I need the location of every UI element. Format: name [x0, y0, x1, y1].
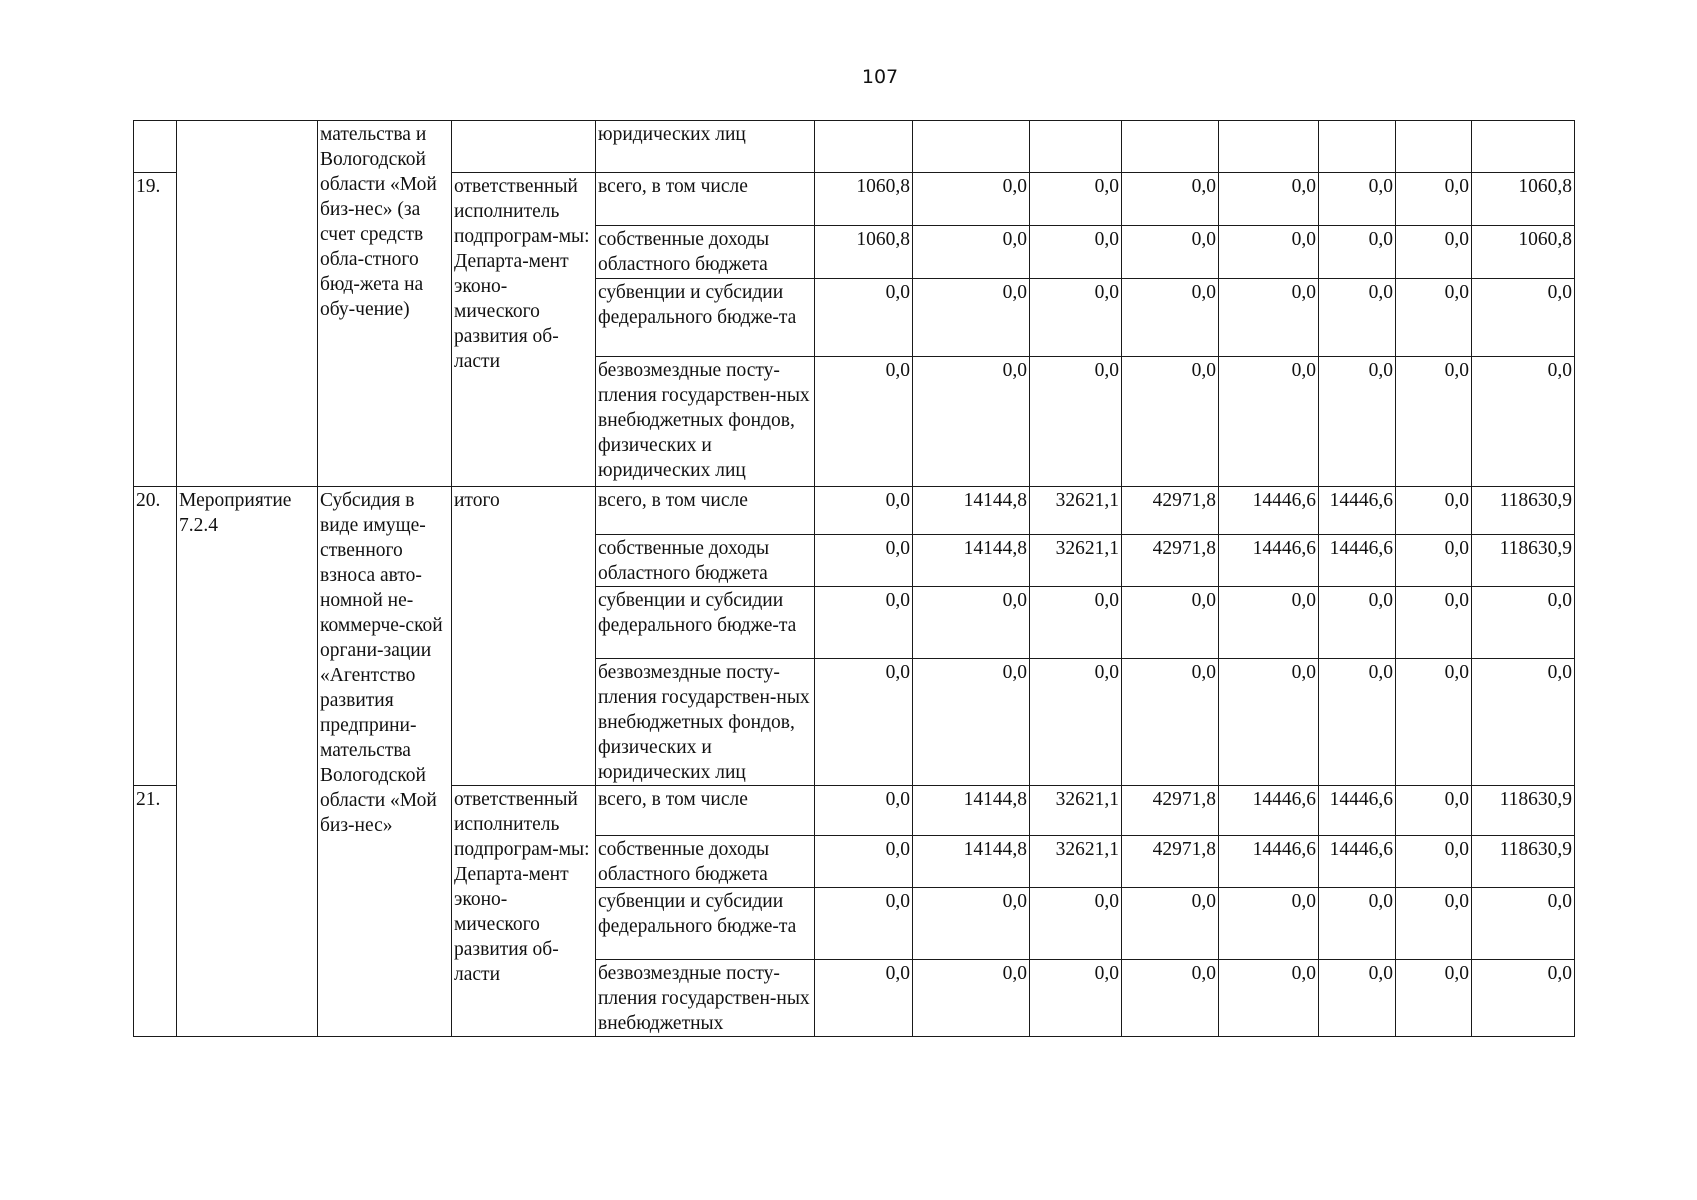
value-cell: 32621,1: [1030, 836, 1122, 888]
value-cell: 0,0: [1396, 279, 1472, 357]
value-cell: 1060,8: [1472, 226, 1575, 279]
number-cell: 20.: [134, 487, 177, 786]
source-cell: собственные доходы областного бюджета: [596, 226, 815, 279]
value-cell: 0,0: [913, 659, 1030, 786]
source-cell: субвенции и субсидии федерального бюдже-та: [596, 587, 815, 659]
value-cell: 0,0: [1472, 960, 1575, 1037]
value-cell: 14446,6: [1319, 487, 1396, 535]
value-cell: 0,0: [1122, 587, 1219, 659]
value-cell: 0,0: [815, 487, 913, 535]
value-cell: 118630,9: [1472, 786, 1575, 836]
value-cell: 0,0: [913, 279, 1030, 357]
source-cell: безвозмездные посту-пления государствен-ных внебюджетных фондов, физических и юридических лиц: [596, 357, 815, 487]
value-cell: 0,0: [1030, 659, 1122, 786]
value-cell: [1219, 121, 1319, 173]
source-cell: безвозмездные посту-пления государствен-ных внебюджетных фондов, физических и юридических лиц: [596, 659, 815, 786]
value-cell: 0,0: [1219, 960, 1319, 1037]
source-cell: собственные доходы областного бюджета: [596, 836, 815, 888]
value-cell: 14446,6: [1319, 836, 1396, 888]
value-cell: 0,0: [1396, 659, 1472, 786]
value-cell: 0,0: [1030, 587, 1122, 659]
value-cell: 0,0: [1122, 357, 1219, 487]
value-cell: 14144,8: [913, 786, 1030, 836]
value-cell: 0,0: [1122, 279, 1219, 357]
source-cell: собственные доходы областного бюджета: [596, 535, 815, 587]
value-cell: 0,0: [1219, 659, 1319, 786]
source-cell: всего, в том числе: [596, 487, 815, 535]
table-body: [134, 121, 1575, 1037]
value-cell: 0,0: [815, 836, 913, 888]
value-cell: [913, 121, 1030, 173]
value-cell: 42971,8: [1122, 836, 1219, 888]
value-cell: 32621,1: [1030, 487, 1122, 535]
value-cell: 0,0: [815, 279, 913, 357]
value-cell: 42971,8: [1122, 786, 1219, 836]
value-cell: 0,0: [1319, 659, 1396, 786]
value-cell: 0,0: [1219, 226, 1319, 279]
value-cell: 0,0: [913, 173, 1030, 226]
value-cell: 1060,8: [815, 173, 913, 226]
value-cell: 0,0: [1319, 960, 1396, 1037]
value-cell: 0,0: [1396, 535, 1472, 587]
value-cell: 0,0: [1472, 888, 1575, 960]
value-cell: 0,0: [1219, 888, 1319, 960]
value-cell: 0,0: [815, 357, 913, 487]
value-cell: 0,0: [1319, 279, 1396, 357]
value-cell: 0,0: [815, 535, 913, 587]
description-cell: мательства и Вологодской области «Мой биз-нес» (за счет средств обла-стного бюд-жета на обу-чение): [318, 121, 452, 487]
table-row: [134, 487, 1575, 535]
value-cell: 0,0: [1472, 357, 1575, 487]
value-cell: 0,0: [815, 888, 913, 960]
value-cell: 0,0: [1122, 659, 1219, 786]
value-cell: 0,0: [1319, 888, 1396, 960]
value-cell: 0,0: [1030, 173, 1122, 226]
value-cell: 118630,9: [1472, 487, 1575, 535]
value-cell: 0,0: [815, 587, 913, 659]
responsible-cell: [452, 121, 596, 173]
value-cell: 0,0: [913, 357, 1030, 487]
source-cell: субвенции и субсидии федерального бюдже-та: [596, 279, 815, 357]
value-cell: 0,0: [1219, 587, 1319, 659]
value-cell: 14446,6: [1219, 786, 1319, 836]
value-cell: 0,0: [815, 659, 913, 786]
value-cell: 14144,8: [913, 535, 1030, 587]
value-cell: 14446,6: [1319, 786, 1396, 836]
value-cell: [1396, 121, 1472, 173]
value-cell: 1060,8: [1472, 173, 1575, 226]
source-cell: безвозмездные посту-пления государствен-ных внебюджетных: [596, 960, 815, 1037]
value-cell: 32621,1: [1030, 535, 1122, 587]
value-cell: 0,0: [1219, 279, 1319, 357]
value-cell: 0,0: [913, 587, 1030, 659]
value-cell: [1030, 121, 1122, 173]
source-cell: всего, в том числе: [596, 173, 815, 226]
number-cell: 21.: [134, 786, 177, 1037]
value-cell: 14446,6: [1219, 836, 1319, 888]
value-cell: 0,0: [1122, 173, 1219, 226]
value-cell: 0,0: [1122, 960, 1219, 1037]
source-cell: субвенции и субсидии федерального бюдже-та: [596, 888, 815, 960]
value-cell: 0,0: [1396, 786, 1472, 836]
page-number: 107: [861, 66, 899, 88]
value-cell: [1472, 121, 1575, 173]
table-row: [134, 121, 1575, 173]
event-cell: [177, 121, 318, 487]
responsible-cell: итого: [452, 487, 596, 786]
value-cell: 0,0: [1030, 888, 1122, 960]
value-cell: 0,0: [1396, 226, 1472, 279]
value-cell: 0,0: [1319, 226, 1396, 279]
value-cell: [815, 121, 913, 173]
value-cell: 0,0: [1219, 357, 1319, 487]
value-cell: 14446,6: [1219, 535, 1319, 587]
source-cell: юридических лиц: [596, 121, 815, 173]
responsible-cell: ответственный исполнитель подпрограм-мы: Департа-мент эконо-мического развития об-ласти: [452, 786, 596, 1037]
value-cell: 0,0: [1122, 888, 1219, 960]
event-cell: Мероприятие 7.2.4: [177, 487, 318, 1037]
value-cell: 0,0: [1030, 960, 1122, 1037]
value-cell: 0,0: [1396, 487, 1472, 535]
value-cell: 0,0: [1396, 357, 1472, 487]
value-cell: 0,0: [1472, 659, 1575, 786]
value-cell: 0,0: [1396, 888, 1472, 960]
value-cell: 32621,1: [1030, 786, 1122, 836]
value-cell: 0,0: [1319, 587, 1396, 659]
value-cell: [1122, 121, 1219, 173]
value-cell: 118630,9: [1472, 836, 1575, 888]
value-cell: 14144,8: [913, 836, 1030, 888]
value-cell: 0,0: [1472, 279, 1575, 357]
value-cell: [1319, 121, 1396, 173]
number-cell: [134, 121, 177, 173]
value-cell: 0,0: [815, 960, 913, 1037]
value-cell: 0,0: [1396, 173, 1472, 226]
value-cell: 0,0: [1030, 279, 1122, 357]
value-cell: 14446,6: [1319, 535, 1396, 587]
value-cell: 0,0: [1396, 836, 1472, 888]
source-cell: всего, в том числе: [596, 786, 815, 836]
value-cell: 0,0: [1319, 357, 1396, 487]
value-cell: 42971,8: [1122, 535, 1219, 587]
value-cell: 42971,8: [1122, 487, 1219, 535]
value-cell: 0,0: [913, 960, 1030, 1037]
value-cell: 0,0: [1319, 173, 1396, 226]
value-cell: 0,0: [1219, 173, 1319, 226]
value-cell: 0,0: [1472, 587, 1575, 659]
value-cell: 0,0: [815, 786, 913, 836]
value-cell: 14446,6: [1219, 487, 1319, 535]
value-cell: 0,0: [1396, 960, 1472, 1037]
value-cell: 0,0: [913, 888, 1030, 960]
value-cell: 0,0: [913, 226, 1030, 279]
value-cell: 14144,8: [913, 487, 1030, 535]
number-cell: 19.: [134, 173, 177, 487]
value-cell: 0,0: [1030, 357, 1122, 487]
budget-table: [133, 120, 1575, 1037]
responsible-cell: ответственный исполнитель подпрограм-мы: Департа-мент эконо-мического развития об-ласти: [452, 173, 596, 487]
description-cell: Субсидия в виде имуще-ственного взноса авто-номной не-коммерче-ской органи-зации «Агентство развития предприни-мательства Вологодской области «Мой биз-нес»: [318, 487, 452, 1037]
value-cell: 0,0: [1396, 587, 1472, 659]
value-cell: 0,0: [1122, 226, 1219, 279]
value-cell: 0,0: [1030, 226, 1122, 279]
value-cell: 1060,8: [815, 226, 913, 279]
value-cell: 118630,9: [1472, 535, 1575, 587]
